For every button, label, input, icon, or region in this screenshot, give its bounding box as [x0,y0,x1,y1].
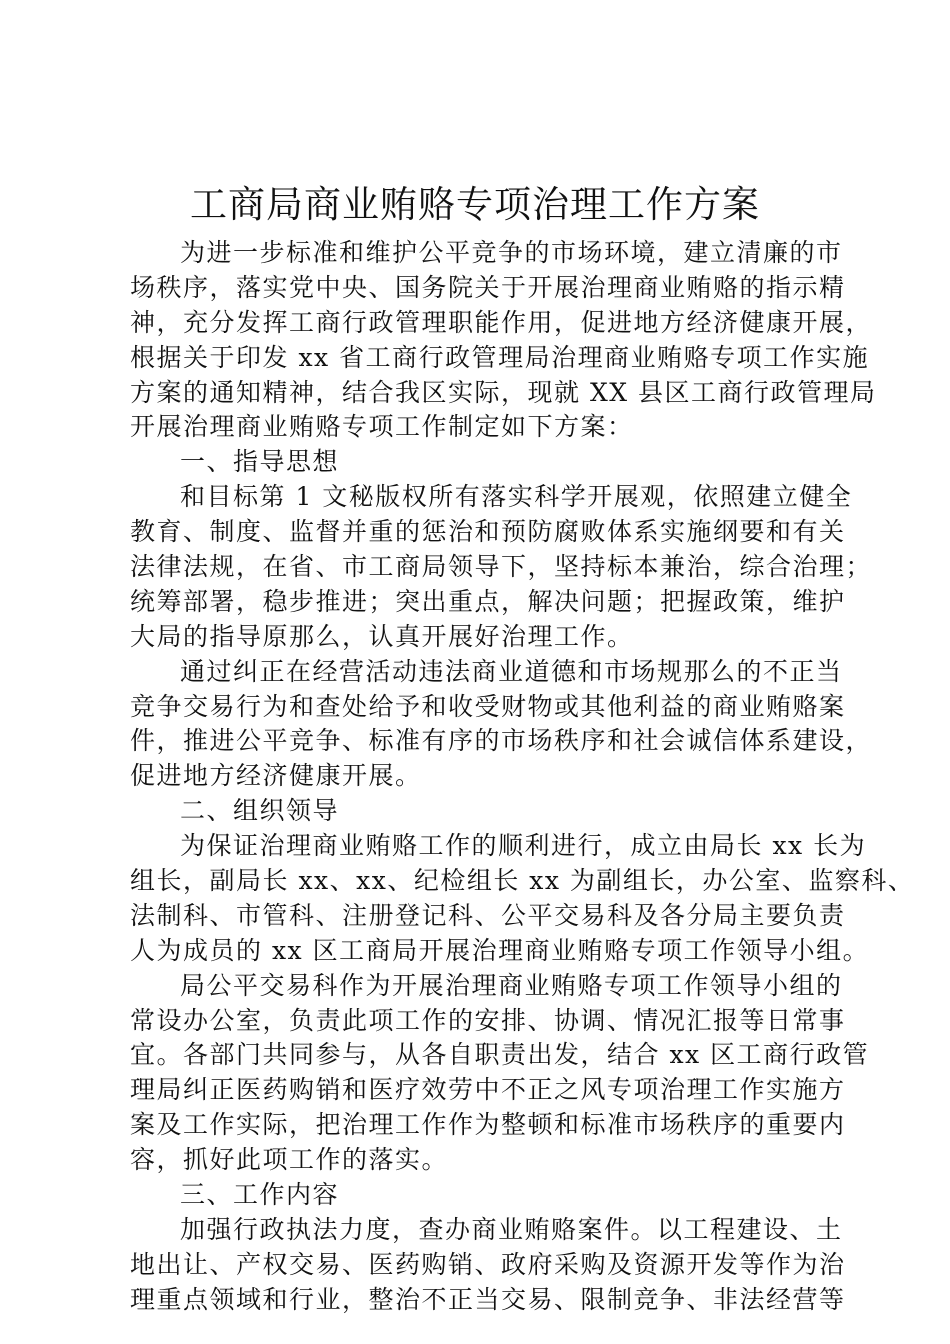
paragraph-line: 法律法规，在省、市工商局领导下，坚持标本兼治，综合治理； [130,552,873,582]
paragraph-line: 竞争交易行为和查处给予和收受财物或其他利益的商业贿赂案 [130,691,846,721]
paragraph-line: 加强行政执法力度，查办商业贿赂案件。以工程建设、土 [180,1214,843,1244]
paragraph-line: 根据关于印发 xx 省工商行政管理局治理商业贿赂专项工作实施 [130,342,870,372]
paragraph-line: 场秩序，落实党中央、国务院关于开展治理商业贿赂的指示精 [130,272,846,302]
paragraph-line: 开展治理商业贿赂专项工作制定如下方案： [130,412,634,442]
paragraph-line: 为保证治理商业贿赂工作的顺利进行，成立由局长 xx 长为 [180,831,867,861]
paragraph-line: 件，推进公平竞争、标准有序的市场秩序和社会诚信体系建设， [130,726,873,756]
paragraph-line: 容，抓好此项工作的落实。 [130,1145,449,1175]
paragraph-line: 局公平交易科作为开展治理商业贿赂专项工作领导小组的 [180,970,843,1000]
paragraph-line: 人为成员的 xx 区工商局开展治理商业贿赂专项工作领导小组。 [130,935,870,965]
paragraph-line: 教育、制度、监督并重的惩治和预防腐败体系实施纲要和有关 [130,517,846,547]
paragraph-line: 宜。各部门共同参与，从各自职责出发，结合 xx 区工商行政管 [130,1040,870,1070]
section-heading: 二、组织领导 [180,796,340,826]
paragraph-line: 神，充分发挥工商行政管理职能作用，促进地方经济健康开展， [130,307,873,337]
paragraph-line: 大局的指导原那么，认真开展好治理工作。 [130,621,634,651]
paragraph-line: 组长，副局长 xx、xx、纪检组长 xx 为副组长，办公室、监察科、 [130,866,915,896]
paragraph-line: 理重点领域和行业，整治不正当交易、限制竞争、非法经营等 [130,1284,846,1314]
paragraph-line: 促进地方经济健康开展。 [130,761,422,791]
paragraph-line: 方案的通知精神，结合我区实际，现就 XX 县区工商行政管理局 [130,377,877,407]
section-heading: 三、工作内容 [180,1180,340,1210]
paragraph-line: 统筹部署，稳步推进；突出重点，解决问题；把握政策，维护 [130,586,846,616]
paragraph-line: 地出让、产权交易、医药购销、政府采购及资源开发等作为治 [130,1249,846,1279]
document-body [130,236,915,1318]
paragraph-line: 案及工作实际，把治理工作作为整顿和标准市场秩序的重要内 [130,1110,846,1140]
paragraph-line: 和目标第 1 文秘版权所有落实科学开展观，依照建立健全 [180,482,853,512]
paragraph-line: 通过纠正在经营活动违法商业道德和市场规那么的不正当 [180,656,843,686]
paragraph-line: 法制科、市管科、注册登记科、公平交易科及各分局主要负责 [130,900,846,930]
paragraph-line: 常设办公室，负责此项工作的安排、协调、情况汇报等日常事 [130,1005,846,1035]
paragraph-line: 理局纠正医药购销和医疗效劳中不正之风专项治理工作实施方 [130,1075,846,1105]
document-title: 工商局商业贿赂专项治理工作方案 [190,183,760,226]
paragraph-line: 为进一步标准和维护公平竞争的市场环境，建立清廉的市 [180,238,843,267]
section-heading: 一、指导思想 [180,447,340,477]
